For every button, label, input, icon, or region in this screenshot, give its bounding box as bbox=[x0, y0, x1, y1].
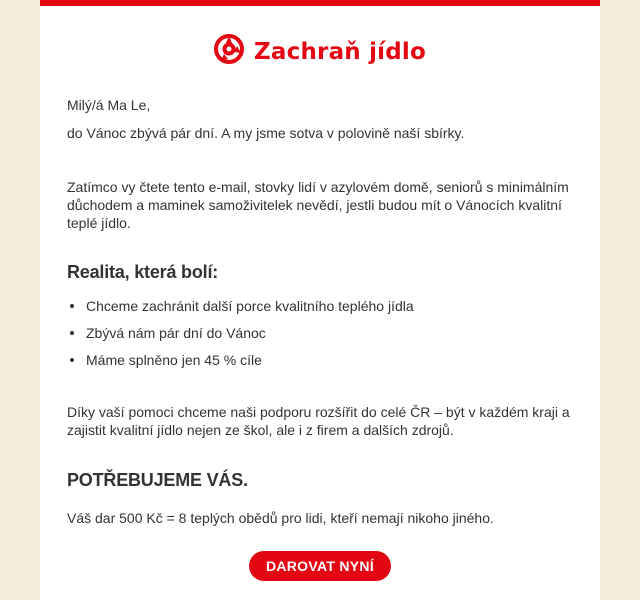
list-item: Máme splněno jen 45 % cíle bbox=[67, 351, 587, 369]
need-heading: POTŘEBUJEME VÁS. bbox=[67, 470, 248, 490]
email-card bbox=[40, 0, 600, 600]
list-item: Chceme zachránit další porce kvalitního teplého jídla bbox=[67, 297, 587, 315]
donate-now-button[interactable]: DAROVAT NYNÍ bbox=[249, 551, 391, 581]
top-accent-bar bbox=[40, 0, 600, 6]
cta-wrapper bbox=[40, 551, 600, 581]
email-body bbox=[67, 96, 587, 527]
paragraph-situation: Zatímco vy čtete tento e-mail, stovky lidí v azylovém domě, seniorů s minimálním důchodem a maminek samoživitelek nevědí, jestli budou mít o Vánocích kvalitní teplé jídlo. bbox=[67, 179, 569, 231]
reality-list bbox=[67, 297, 587, 369]
reality-heading: Realita, která bolí: bbox=[67, 262, 219, 282]
paragraph-expansion: Díky vaší pomoci chceme naši podporu rozšířit do celé ČR – být v každém kraji a zajistit kvalitní jídlo nejen ze škol, ale i z firem a dalších zdrojů. bbox=[67, 404, 570, 438]
brand-logo[interactable] bbox=[40, 34, 600, 69]
list-item: Zbývá nám pár dní do Vánoc bbox=[67, 324, 587, 342]
greeting: Milý/á Ma Le, bbox=[67, 97, 151, 113]
intro-text: do Vánoc zbývá pár dní. A my jsme sotva v polovině naší sbírky. bbox=[67, 125, 465, 141]
donation-text: Váš dar 500 Kč = 8 teplých obědů pro lidi, kteří nemají nikoho jiného. bbox=[67, 510, 494, 526]
brand-name: Zachraň jídlo bbox=[254, 38, 426, 65]
fork-ring-logo-icon bbox=[214, 34, 244, 69]
